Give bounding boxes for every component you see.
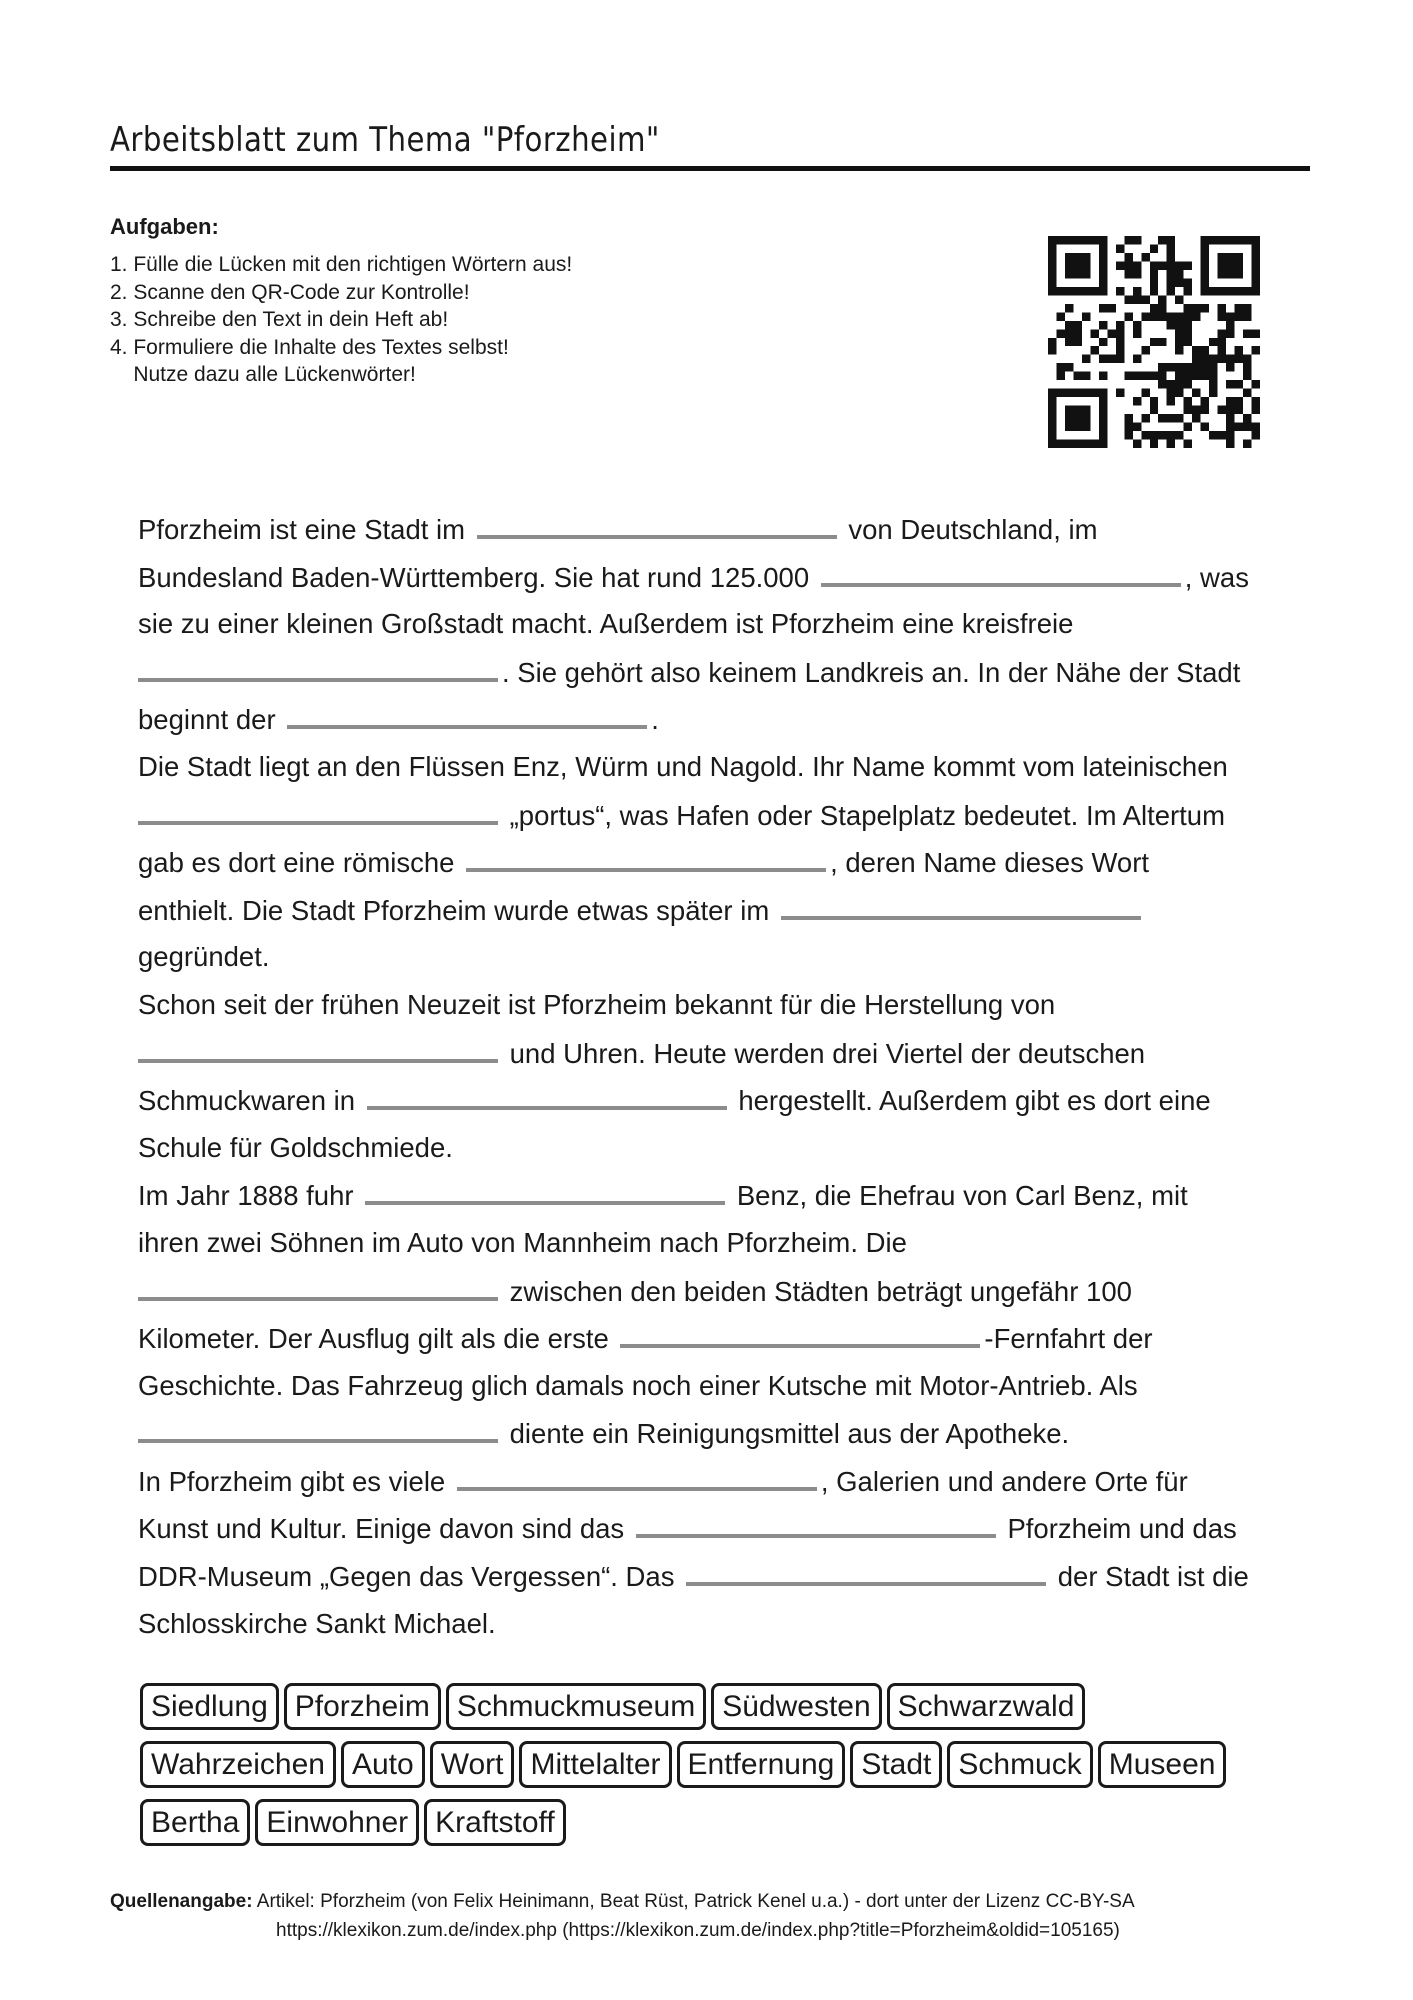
text-segment: , Galerien und andere Orte für <box>820 1465 1188 1497</box>
source-attribution <box>110 1887 1135 1945</box>
text-line <box>138 1029 1298 1077</box>
word-chip[interactable]: Museen <box>1098 1741 1227 1788</box>
text-segment: Schlosskirche Sankt Michael. <box>138 1607 496 1639</box>
text-line <box>138 1552 1298 1600</box>
task-item: 1. Fülle die Lücken mit den richtigen Wörtern aus! <box>110 253 573 276</box>
text-line <box>138 743 1298 791</box>
text-line <box>138 933 1298 981</box>
text-segment: beginnt der <box>138 704 276 736</box>
text-line <box>138 1600 1298 1648</box>
text-segment: In Pforzheim gibt es viele <box>138 1465 446 1497</box>
text-line <box>138 1219 1298 1267</box>
text-segment: DDR-Museum „Gegen das Vergessen“. Das <box>138 1561 675 1593</box>
blank-field[interactable] <box>821 553 1181 587</box>
word-chip[interactable]: Kraftstoff <box>424 1799 566 1846</box>
qr-modules <box>1048 236 1260 448</box>
word-chip[interactable]: Schmuckmuseum <box>446 1683 706 1730</box>
text-segment: Im Jahr 1888 fuhr <box>138 1180 354 1212</box>
text-segment: Schon seit der frühen Neuzeit ist Pforzheim bekannt für die Herstellung von <box>138 988 1056 1020</box>
text-line <box>138 1504 1298 1552</box>
text-segment: -Fernfahrt der <box>984 1323 1153 1355</box>
text-segment: zwischen den beiden Städten beträgt ungefähr 100 <box>509 1275 1132 1307</box>
text-segment: Bundesland Baden-Württemberg. Sie hat rund 125.000 <box>138 561 810 593</box>
text-segment: der Stadt ist die <box>1057 1561 1249 1593</box>
text-segment: , deren Name dieses Wort <box>830 847 1150 879</box>
text-line <box>138 791 1298 839</box>
text-segment: gab es dort eine römische <box>138 847 455 879</box>
blank-field[interactable] <box>620 1314 980 1348</box>
text-line <box>138 695 1298 743</box>
text-segment: Schmuckwaren in <box>138 1085 356 1117</box>
source-links: https://klexikon.zum.de/index.php (https://klexikon.zum.de/index.php?title=Pforzheim&oldid=105165) <box>276 1920 1120 1941</box>
word-bank-row <box>140 1799 1310 1857</box>
blank-field[interactable] <box>636 1504 996 1538</box>
text-segment: sie zu einer kleinen Großstadt macht. Außerdem ist Pforzheim eine kreisfreie <box>138 608 1074 640</box>
text-segment: diente ein Reinigungsmittel aus der Apotheke. <box>509 1418 1070 1450</box>
text-segment: enthielt. Die Stadt Pforzheim wurde etwas später im <box>138 894 770 926</box>
text-line <box>138 1124 1298 1172</box>
cloze-text <box>138 505 1298 1647</box>
text-segment: Die Stadt liegt an den Flüssen Enz, Würm und Nagold. Ihr Name kommt vom lateinischen <box>138 750 1228 782</box>
text-line <box>138 1076 1298 1124</box>
source-text: Artikel: Pforzheim (von Felix Heinimann, Beat Rüst, Patrick Kenel u.a.) - dort unter der Lizenz CC-BY-SA <box>256 1891 1135 1912</box>
word-chip[interactable]: Schmuck <box>947 1741 1092 1788</box>
word-chip[interactable]: Wort <box>430 1741 515 1788</box>
text-line <box>138 600 1298 648</box>
text-line <box>138 553 1298 601</box>
word-chip[interactable]: Pforzheim <box>284 1683 441 1730</box>
text-segment: Schule für Goldschmiede. <box>138 1131 453 1163</box>
blank-field[interactable] <box>138 648 498 682</box>
text-line <box>138 1171 1298 1219</box>
blank-field[interactable] <box>138 791 498 825</box>
text-line <box>138 981 1298 1029</box>
qr-code-graphic <box>1048 236 1260 448</box>
text-segment: Pforzheim ist eine Stadt im <box>138 514 466 545</box>
text-segment: Pforzheim und das <box>1007 1513 1237 1545</box>
blank-field[interactable] <box>686 1552 1046 1586</box>
blank-field[interactable] <box>138 1409 498 1443</box>
task-item: 4. Formuliere die Inhalte des Textes selbst! <box>110 335 509 359</box>
word-chip[interactable]: Einwohner <box>255 1799 419 1846</box>
word-chip[interactable]: Entfernung <box>677 1741 846 1788</box>
text-line <box>138 505 1298 553</box>
word-chip[interactable]: Auto <box>341 1741 425 1788</box>
qr-code <box>1048 236 1260 448</box>
tasks-heading: Aufgaben: <box>110 214 219 239</box>
page-title: Arbeitsblatt zum Thema "Pforzheim" <box>110 120 660 160</box>
blank-field[interactable] <box>477 505 837 539</box>
task-list <box>110 251 572 389</box>
blank-field[interactable] <box>457 1457 817 1491</box>
title-rule <box>110 166 1310 171</box>
text-line <box>138 1362 1298 1410</box>
word-chip[interactable]: Siedlung <box>140 1683 279 1730</box>
word-chip[interactable]: Bertha <box>140 1799 250 1846</box>
text-line <box>138 886 1298 934</box>
text-line <box>138 648 1298 696</box>
blank-field[interactable] <box>138 1029 498 1063</box>
word-chip[interactable]: Schwarzwald <box>887 1683 1086 1730</box>
text-segment: hergestellt. Außerdem gibt es dort eine <box>738 1085 1211 1117</box>
blank-field[interactable] <box>781 886 1141 920</box>
text-line <box>138 838 1298 886</box>
text-line <box>138 1267 1298 1315</box>
word-bank-row <box>140 1683 1310 1741</box>
text-segment: Geschichte. Das Fahrzeug glich damals noch einer Kutsche mit Motor-Antrieb. Als <box>138 1369 1138 1401</box>
blank-field[interactable] <box>287 695 647 729</box>
text-segment: Kunst und Kultur. Einige davon sind das <box>138 1513 625 1545</box>
task-item: 2. Scanne den QR-Code zur Kontrolle! <box>110 280 470 304</box>
text-segment: Benz, die Ehefrau von Carl Benz, mit <box>736 1180 1188 1212</box>
blank-field[interactable] <box>466 838 826 872</box>
task-item: 3. Schreibe den Text in dein Heft ab! <box>110 308 449 331</box>
text-segment: und Uhren. Heute werden drei Viertel der deutschen <box>509 1037 1146 1069</box>
blank-field[interactable] <box>367 1076 727 1110</box>
text-segment: ihren zwei Söhnen im Auto von Mannheim nach Pforzheim. Die <box>138 1226 907 1258</box>
text-line <box>138 1409 1298 1457</box>
word-bank <box>140 1683 1310 1857</box>
text-segment: „portus“, was Hafen oder Stapelplatz bedeutet. Im Altertum <box>509 799 1226 831</box>
word-chip[interactable]: Südwesten <box>711 1683 881 1730</box>
word-chip[interactable]: Mittelalter <box>519 1741 671 1788</box>
task-item: Nutze dazu alle Lückenwörter! <box>110 363 416 386</box>
text-line <box>138 1457 1298 1505</box>
word-chip[interactable]: Wahrzeichen <box>140 1741 336 1788</box>
text-segment: , was <box>1184 561 1249 593</box>
text-line <box>138 1314 1298 1362</box>
text-segment: gegründet. <box>138 941 270 973</box>
word-chip[interactable]: Stadt <box>850 1741 942 1788</box>
text-segment: von Deutschland, im <box>848 514 1098 545</box>
text-segment: . Sie gehört also keinem Landkreis an. In der Nähe der Stadt <box>502 656 1241 688</box>
text-segment: . <box>651 704 659 736</box>
word-bank-row <box>140 1741 1310 1799</box>
blank-field[interactable] <box>365 1171 725 1205</box>
blank-field[interactable] <box>138 1267 498 1301</box>
source-label: Quellenangabe: <box>110 1891 253 1912</box>
text-segment: Kilometer. Der Ausflug gilt als die erste <box>138 1323 609 1355</box>
